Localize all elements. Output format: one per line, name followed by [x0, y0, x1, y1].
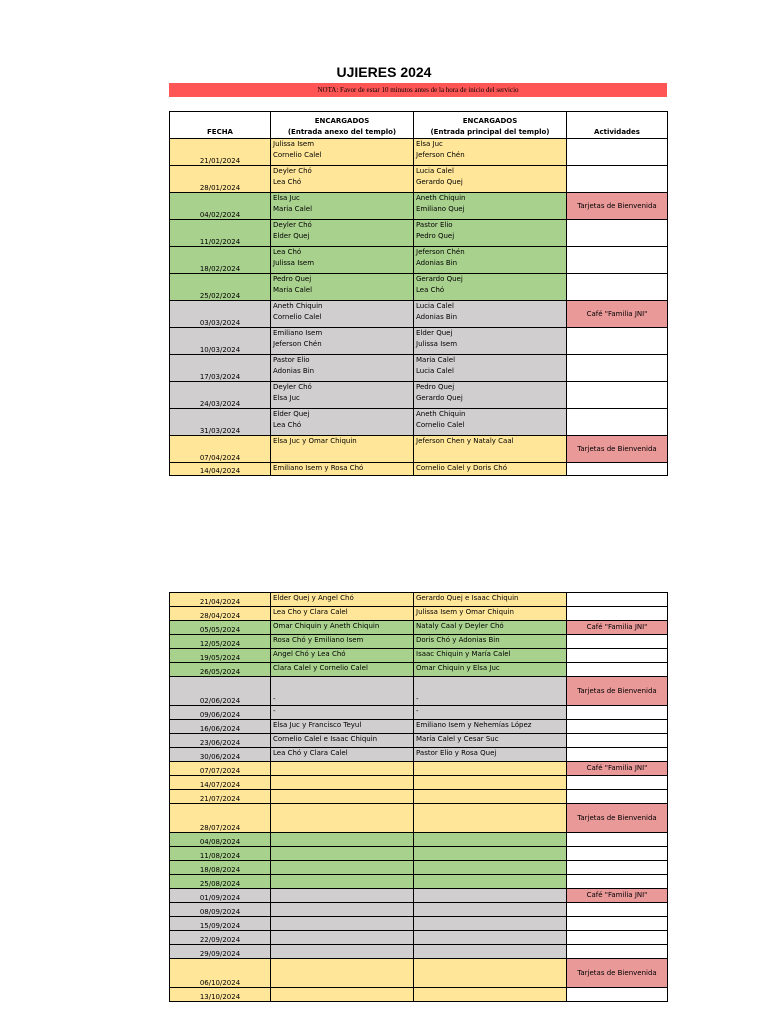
header-main-line1: ENCARGADOS	[462, 117, 518, 125]
main-name: Emiliano Quej	[416, 205, 465, 213]
main-name: Gerardo Quej	[416, 275, 463, 283]
date-cell: 21/01/2024	[170, 139, 271, 166]
table-row	[170, 382, 668, 409]
activity-cell: Tarjetas de Bienvenida	[567, 804, 668, 833]
date-cell: 18/02/2024	[170, 247, 271, 274]
activity-cell: Tarjetas de Bienvenida	[567, 436, 668, 463]
table-row	[170, 847, 668, 861]
annex-name: Deyler Chó	[273, 167, 312, 175]
activity-cell	[567, 776, 668, 790]
annex-cell	[271, 847, 414, 861]
table-row	[170, 804, 668, 833]
activity-cell	[567, 463, 668, 476]
annex-cell	[271, 889, 414, 903]
annex-cell: -	[271, 706, 414, 720]
table-row	[170, 463, 668, 476]
table-row	[170, 720, 668, 734]
annex-cell	[271, 220, 414, 247]
activity-cell	[567, 593, 668, 607]
activity-cell	[567, 945, 668, 959]
table-row	[170, 274, 668, 301]
activity-cell	[567, 274, 668, 301]
header-annex-line1: ENCARGADOS	[314, 117, 370, 125]
main-cell: Pastor Elio y Rosa Quej	[414, 748, 567, 762]
table-row	[170, 193, 668, 220]
date-cell: 14/04/2024	[170, 463, 271, 476]
schedule-table-1	[169, 111, 668, 476]
date-cell: 17/03/2024	[170, 355, 271, 382]
activity-cell: Tarjetas de Bienvenida	[567, 677, 668, 706]
date-cell: 23/06/2024	[170, 734, 271, 748]
annex-cell: Elsa Juc y Francisco Teyul	[271, 720, 414, 734]
table-row	[170, 748, 668, 762]
date-cell: 21/07/2024	[170, 790, 271, 804]
table-row	[170, 945, 668, 959]
annex-cell	[271, 328, 414, 355]
activity-cell	[567, 790, 668, 804]
date-cell: 25/02/2024	[170, 274, 271, 301]
main-cell: Julissa Isem y Omar Chiquin	[414, 607, 567, 621]
main-name: Jeferson Chen y Nataly Caal	[416, 437, 514, 445]
main-name: Pastor Elio	[416, 221, 453, 229]
activity-cell	[567, 734, 668, 748]
activity-cell: Café "Familia JNI"	[567, 762, 668, 776]
table-row	[170, 790, 668, 804]
main-cell: -	[414, 677, 567, 706]
annex-cell: Rosa Chó y Emiliano Isem	[271, 635, 414, 649]
activity-cell	[567, 635, 668, 649]
date-cell: 04/08/2024	[170, 833, 271, 847]
annex-name: Adonias Bin	[273, 367, 315, 375]
annex-cell	[271, 945, 414, 959]
activity-cell	[567, 409, 668, 436]
main-name: Gerardo Quej	[416, 394, 463, 402]
main-cell	[414, 382, 567, 409]
table-row	[170, 607, 668, 621]
date-cell: 09/06/2024	[170, 706, 271, 720]
main-cell	[414, 355, 567, 382]
annex-cell	[271, 875, 414, 889]
activity-cell: Café "Familia JNI"	[567, 301, 668, 328]
annex-name: Maria Calel	[273, 286, 313, 294]
annex-cell	[271, 355, 414, 382]
main-cell	[414, 409, 567, 436]
activity-cell	[567, 833, 668, 847]
annex-cell	[271, 409, 414, 436]
main-cell	[414, 959, 567, 988]
date-cell: 18/08/2024	[170, 861, 271, 875]
main-cell: Gerardo Quej e Isaac Chiquin	[414, 593, 567, 607]
annex-cell	[271, 139, 414, 166]
activity-cell	[567, 649, 668, 663]
annex-cell	[271, 762, 414, 776]
table-row	[170, 621, 668, 635]
table-row	[170, 328, 668, 355]
date-cell: 30/06/2024	[170, 748, 271, 762]
annex-cell	[271, 776, 414, 790]
main-cell	[414, 931, 567, 945]
table-row	[170, 355, 668, 382]
main-cell	[414, 463, 567, 476]
date-cell: 28/07/2024	[170, 804, 271, 833]
annex-name: Elder Quej	[273, 410, 310, 418]
date-cell: 19/05/2024	[170, 649, 271, 663]
main-cell	[414, 139, 567, 166]
table-row	[170, 139, 668, 166]
annex-cell: Clara Calel y Cornelio Calel	[271, 663, 414, 677]
annex-name: Deyler Chó	[273, 221, 312, 229]
table-row	[170, 663, 668, 677]
annex-name: Pedro Quej	[273, 275, 312, 283]
table-row	[170, 220, 668, 247]
date-cell: 01/09/2024	[170, 889, 271, 903]
main-cell	[414, 776, 567, 790]
main-cell	[414, 945, 567, 959]
annex-name: Cornelio Calel	[273, 151, 322, 159]
main-name: Pedro Quej	[416, 383, 455, 391]
table-row	[170, 734, 668, 748]
main-name: Lea Chó	[416, 286, 445, 294]
main-cell	[414, 274, 567, 301]
activity-cell	[567, 706, 668, 720]
main-cell	[414, 436, 567, 463]
annex-name: Aneth Chiquin	[273, 302, 323, 310]
date-cell: 07/04/2024	[170, 436, 271, 463]
activity-cell	[567, 382, 668, 409]
main-name: Gerardo Quej	[416, 178, 463, 186]
activity-cell	[567, 139, 668, 166]
table-row	[170, 409, 668, 436]
main-cell	[414, 762, 567, 776]
activity-cell	[567, 903, 668, 917]
main-name: Adonias Bin	[416, 313, 458, 321]
main-name: Aneth Chiquin	[416, 410, 466, 418]
header-actividades: Actividades	[567, 112, 668, 139]
annex-cell: Cornelio Calel e Isaac Chiquin	[271, 734, 414, 748]
main-cell: Emiliano Isem y Nehemías López	[414, 720, 567, 734]
annex-name: Elder Quej	[273, 232, 310, 240]
date-cell: 31/03/2024	[170, 409, 271, 436]
annex-cell: -	[271, 677, 414, 706]
annex-cell	[271, 988, 414, 1002]
date-cell: 02/06/2024	[170, 677, 271, 706]
activity-cell	[567, 720, 668, 734]
main-name: Elder Quej	[416, 329, 453, 337]
table-row	[170, 247, 668, 274]
annex-cell	[271, 274, 414, 301]
main-cell	[414, 988, 567, 1002]
annex-name: Elsa Juc y Omar Chiquin	[273, 437, 357, 445]
annex-name: Lea Chó	[273, 248, 302, 256]
main-cell	[414, 166, 567, 193]
main-cell: Isaac Chiquin y María Calel	[414, 649, 567, 663]
activity-cell	[567, 988, 668, 1002]
date-cell: 16/06/2024	[170, 720, 271, 734]
main-cell	[414, 903, 567, 917]
annex-name: Julissa Isem	[273, 259, 315, 267]
main-cell	[414, 804, 567, 833]
date-cell: 22/09/2024	[170, 931, 271, 945]
table-row	[170, 959, 668, 988]
activity-cell	[567, 861, 668, 875]
annex-name: Julissa Isem	[273, 140, 315, 148]
main-name: Jeferson Chén	[416, 151, 465, 159]
date-cell: 07/07/2024	[170, 762, 271, 776]
main-cell	[414, 861, 567, 875]
table-row	[170, 776, 668, 790]
annex-cell	[271, 166, 414, 193]
table-row	[170, 875, 668, 889]
date-cell: 11/02/2024	[170, 220, 271, 247]
header-annex-line2: (Entrada anexo del templo)	[287, 128, 397, 136]
main-name: Lucia Calel	[416, 167, 454, 175]
date-cell: 21/04/2024	[170, 593, 271, 607]
header-main-line2: (Entrada principal del templo)	[430, 128, 550, 136]
activity-cell	[567, 247, 668, 274]
main-cell: Doris Chó y Adonias Bin	[414, 635, 567, 649]
main-cell	[414, 193, 567, 220]
page-title: UJIERES 2024	[336, 64, 432, 80]
main-cell	[414, 247, 567, 274]
annex-name: Emiliano Isem	[273, 329, 323, 337]
main-name: Jeferson Chén	[416, 248, 465, 256]
annex-cell	[271, 804, 414, 833]
date-cell: 10/03/2024	[170, 328, 271, 355]
annex-name: Elsa Juc	[273, 194, 300, 202]
date-cell: 08/09/2024	[170, 903, 271, 917]
activity-cell: Tarjetas de Bienvenida	[567, 193, 668, 220]
annex-cell	[271, 382, 414, 409]
activity-cell	[567, 748, 668, 762]
date-cell: 29/09/2024	[170, 945, 271, 959]
table-row	[170, 833, 668, 847]
annex-name: Lea Chó	[273, 178, 302, 186]
main-cell	[414, 847, 567, 861]
main-cell	[414, 917, 567, 931]
table-row	[170, 301, 668, 328]
date-cell: 24/03/2024	[170, 382, 271, 409]
main-cell	[414, 889, 567, 903]
main-name: Adonias Bin	[416, 259, 458, 267]
annex-cell	[271, 917, 414, 931]
main-cell: Nataly Caal y Deyler Chó	[414, 621, 567, 635]
table-row	[170, 861, 668, 875]
date-cell: 05/05/2024	[170, 621, 271, 635]
table-row	[170, 889, 668, 903]
activity-cell	[567, 847, 668, 861]
main-cell	[414, 301, 567, 328]
annex-cell	[271, 959, 414, 988]
annex-cell	[271, 301, 414, 328]
activity-cell	[567, 355, 668, 382]
main-name: Lucia Calel	[416, 302, 454, 310]
date-cell: 25/08/2024	[170, 875, 271, 889]
annex-name: Jeferson Chén	[273, 340, 322, 348]
annex-name: Elsa Juc	[273, 394, 300, 402]
annex-cell	[271, 247, 414, 274]
annex-cell	[271, 463, 414, 476]
activity-cell: Café "Familia JNI"	[567, 621, 668, 635]
activity-cell	[567, 607, 668, 621]
activity-cell	[567, 917, 668, 931]
main-cell: -	[414, 706, 567, 720]
annex-name: Maria Calel	[273, 205, 313, 213]
annex-name: Cornelio Calel	[273, 313, 322, 321]
date-cell: 26/05/2024	[170, 663, 271, 677]
table-row	[170, 762, 668, 776]
activity-cell	[567, 220, 668, 247]
annex-cell	[271, 193, 414, 220]
header-fecha: FECHA	[170, 112, 271, 139]
main-name: Elsa Juc	[416, 140, 443, 148]
annex-cell	[271, 903, 414, 917]
date-cell: 14/07/2024	[170, 776, 271, 790]
annex-cell: Elder Quej y Angel Chó	[271, 593, 414, 607]
annex-cell: Lea Cho y Clara Calel	[271, 607, 414, 621]
main-cell	[414, 328, 567, 355]
annex-cell: Lea Chó y Clara Calel	[271, 748, 414, 762]
annex-name: Pastor Elio	[273, 356, 310, 364]
date-cell: 13/10/2024	[170, 988, 271, 1002]
annex-cell	[271, 833, 414, 847]
date-cell: 15/09/2024	[170, 917, 271, 931]
main-cell: Omar Chiquin y Elsa Juc	[414, 663, 567, 677]
main-name: Lucia Calel	[416, 367, 454, 375]
activity-cell	[567, 931, 668, 945]
main-name: Cornelio Calel	[416, 421, 465, 429]
annex-cell	[271, 790, 414, 804]
table-row	[170, 166, 668, 193]
activity-cell	[567, 328, 668, 355]
date-cell: 06/10/2024	[170, 959, 271, 988]
main-name: Aneth Chiquin	[416, 194, 466, 202]
annex-cell	[271, 931, 414, 945]
activity-cell	[567, 166, 668, 193]
table-row	[170, 917, 668, 931]
table-row	[170, 436, 668, 463]
annex-cell: Omar Chiquin y Aneth Chiquin	[271, 621, 414, 635]
date-cell: 11/08/2024	[170, 847, 271, 861]
table-row	[170, 593, 668, 607]
main-cell	[414, 790, 567, 804]
note-banner: NOTA: Favor de estar 10 minutos antes de la hora de inicio del servicio	[169, 83, 667, 97]
table-row	[170, 988, 668, 1002]
main-cell: María Calel y Cesar Suc	[414, 734, 567, 748]
main-name: Julissa Isem	[416, 340, 458, 348]
annex-cell	[271, 861, 414, 875]
annex-name: Lea Chó	[273, 421, 302, 429]
table-row	[170, 635, 668, 649]
annex-cell: Angel Chó y Lea Chó	[271, 649, 414, 663]
main-name: Maria Calel	[416, 356, 456, 364]
table-row	[170, 649, 668, 663]
date-cell: 04/02/2024	[170, 193, 271, 220]
main-cell	[414, 220, 567, 247]
table-row	[170, 903, 668, 917]
main-cell	[414, 875, 567, 889]
annex-cell	[271, 436, 414, 463]
activity-cell	[567, 663, 668, 677]
table-row	[170, 931, 668, 945]
main-name: Pedro Quej	[416, 232, 455, 240]
activity-cell	[567, 875, 668, 889]
header-annex	[271, 112, 414, 139]
date-cell: 28/04/2024	[170, 607, 271, 621]
table-row	[170, 706, 668, 720]
annex-name: Deyler Chó	[273, 383, 312, 391]
header-main	[414, 112, 567, 139]
main-name: Cornelio Calel y Doris Chó	[416, 464, 508, 472]
date-cell: 28/01/2024	[170, 166, 271, 193]
date-cell: 12/05/2024	[170, 635, 271, 649]
activity-cell: Café "Familia JNI"	[567, 889, 668, 903]
schedule-table-2	[169, 592, 668, 1002]
main-cell	[414, 833, 567, 847]
activity-cell: Tarjetas de Bienvenida	[567, 959, 668, 988]
table-row	[170, 677, 668, 706]
annex-name: Emiliano Isem y Rosa Chó	[273, 464, 364, 472]
date-cell: 03/03/2024	[170, 301, 271, 328]
